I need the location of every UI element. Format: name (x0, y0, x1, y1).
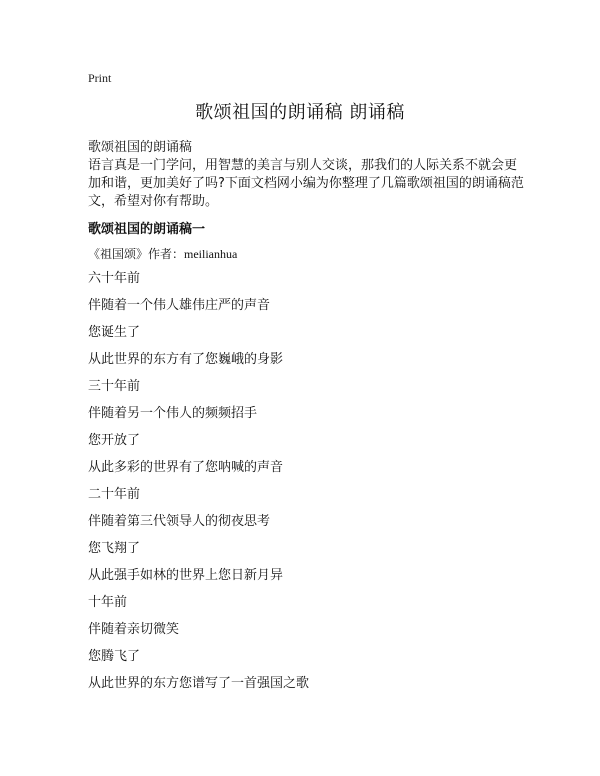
intro-paragraph: 语言真是一门学问，用智慧的美言与别人交谈，那我们的人际关系不就会更加和谐，更加美好了吗?下面文档网小编为你整理了几篇歌颂祖国的朗诵稿范文，希望对你有帮助。 (88, 158, 524, 209)
poem-title-author-label: 《祖国颂》作者： (88, 247, 185, 261)
poem-line: 六十年前 (88, 271, 141, 286)
poem-line: 您开放了 (88, 433, 141, 448)
poem-line: 您腾飞了 (88, 649, 141, 664)
document-title: 歌颂祖国的朗诵稿 朗诵稿 (195, 102, 405, 123)
poem-line: 从此多彩的世界有了您呐喊的声音 (88, 460, 284, 475)
poem-line: 您诞生了 (88, 325, 141, 340)
poem-line: 十年前 (88, 595, 128, 610)
poem-line: 您飞翔了 (88, 541, 141, 556)
document-subtitle: 歌颂祖国的朗诵稿 (88, 140, 193, 155)
poem-line: 伴随着一个伟人雄伟庄严的声音 (88, 298, 271, 313)
poem-lines (88, 270, 309, 702)
poem-line: 二十年前 (88, 487, 141, 502)
poem-line: 伴随着亲切微笑 (88, 622, 180, 637)
poem-line: 从此世界的东方您谱写了一首强国之歌 (88, 676, 310, 691)
poem-line: 三十年前 (88, 379, 141, 394)
poem-line: 从此世界的东方有了您巍峨的身影 (88, 352, 284, 367)
poem-line: 伴随着另一个伟人的频频招手 (88, 406, 258, 421)
poem-meta (88, 245, 237, 262)
print-label: Print (88, 71, 112, 85)
poem-author: meilianhua (184, 247, 238, 261)
poem-line: 从此强手如林的世界上您日新月异 (88, 568, 284, 583)
section-heading: 歌颂祖国的朗诵稿一 (88, 222, 206, 237)
poem-line: 伴随着第三代领导人的彻夜思考 (88, 514, 271, 529)
